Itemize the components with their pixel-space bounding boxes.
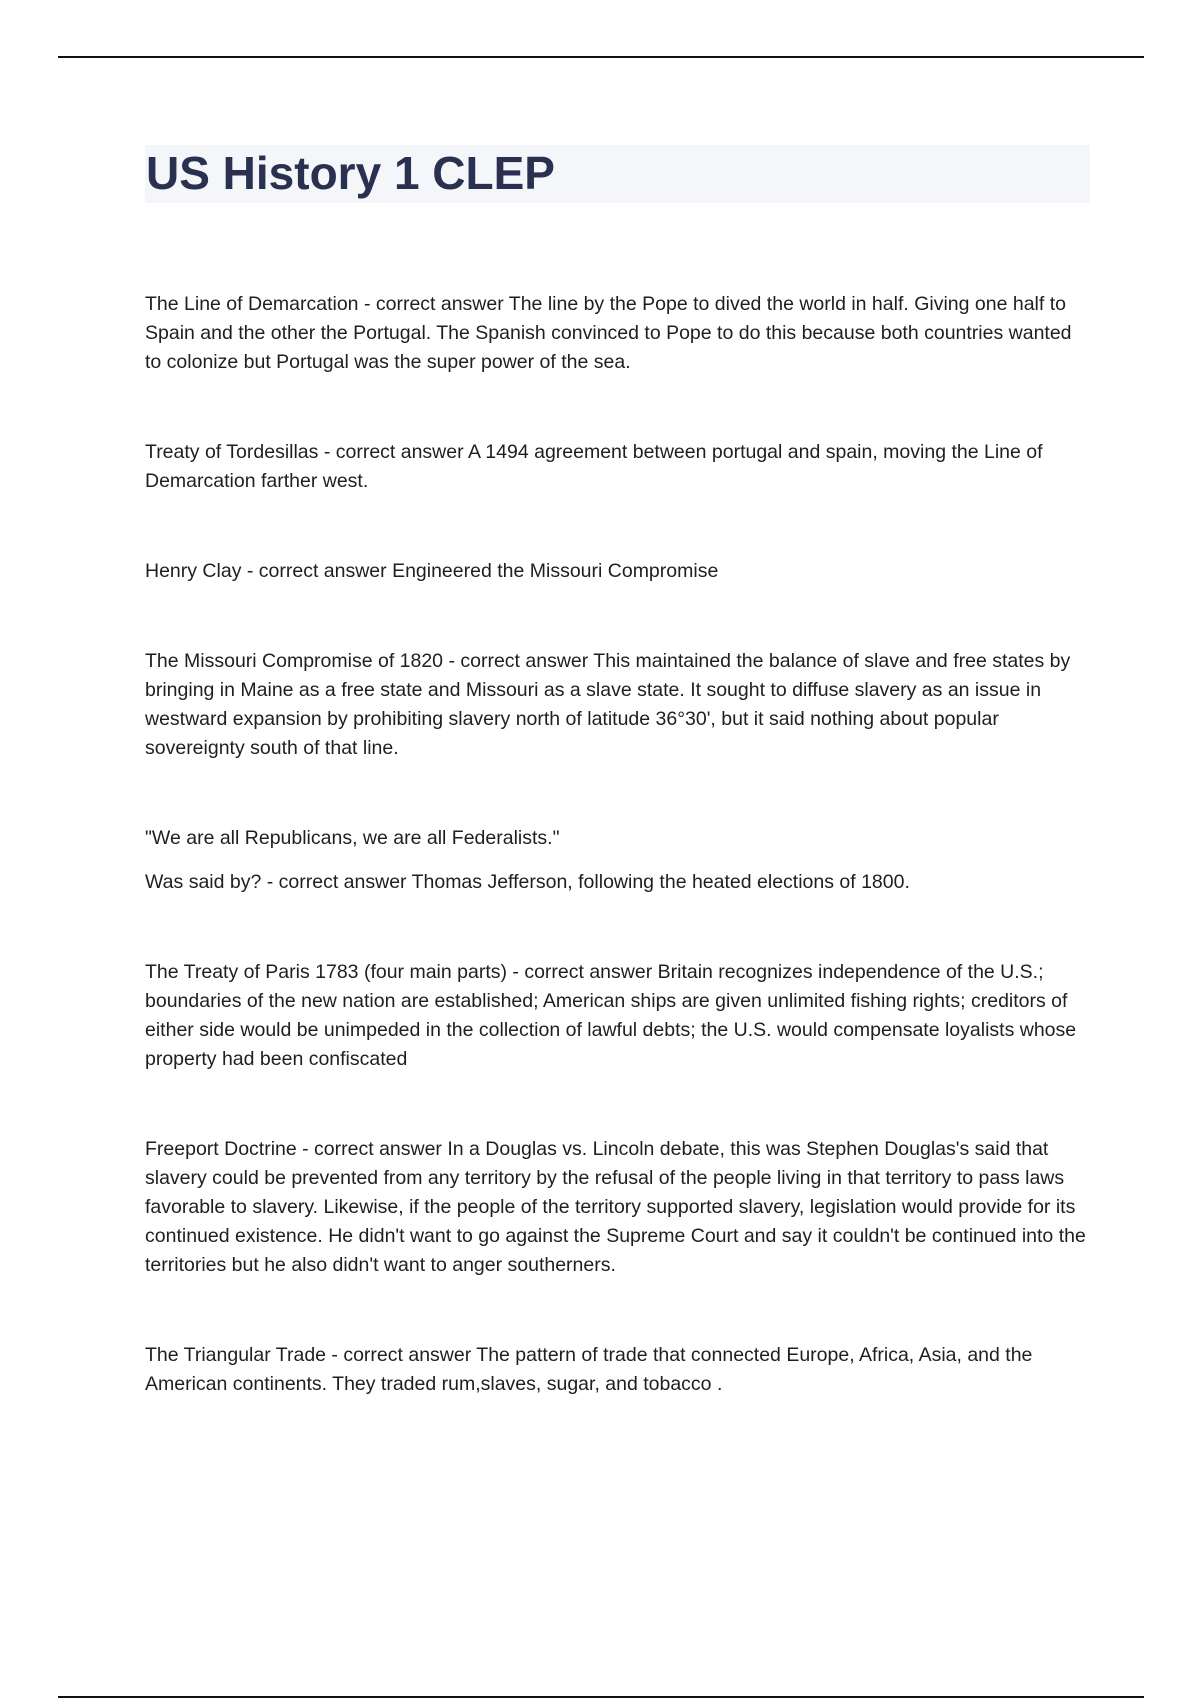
bottom-rule <box>58 1696 1144 1698</box>
entry-henry-clay: Henry Clay - correct answer Engineered the Missouri Compromise <box>145 560 719 582</box>
entry-freeport-doctrine: Freeport Doctrine - correct answer In a Douglas vs. Lincoln debate, this was Stephen Douglas's said that slavery could be prevented from any territory by the refusal of the people living in that territory to pass laws favorable to slavery. Likewise, if the people of the territory supported slavery, legislation would provide for its continued existence. He didn't want to go against the Supreme Court and say it couldn't be continued into the territories but he also didn't want to anger southerners. <box>145 1138 1086 1276</box>
entry-triangular-trade: The Triangular Trade - correct answer The pattern of trade that connected Europe, Africa, Asia, and the American continents. They traded rum,slaves, sugar, and tobacco . <box>145 1344 1033 1395</box>
entry-treaty-of-tordesillas: Treaty of Tordesillas - correct answer A 1494 agreement between portugal and spain, moving the Line of Demarcation farther west. <box>145 441 1043 492</box>
top-rule <box>58 56 1144 58</box>
entry-missouri-compromise: The Missouri Compromise of 1820 - correct answer This maintained the balance of slave and free states by bringing in Maine as a free state and Missouri as a slave state. It sought to diffuse slavery as an issue in westward expansion by prohibiting slavery north of latitude 36°30', but it said nothing about popular sovereignty south of that line. <box>145 650 1071 759</box>
document-title: US History 1 CLEP <box>146 147 555 199</box>
entry-quote-line: "We are all Republicans, we are all Federalists." <box>145 827 560 849</box>
entry-line-of-demarcation: The Line of Demarcation - correct answer The line by the Pope to dived the world in half. Giving one half to Spain and the other the Portugal. The Spanish convinced to Pope to do this because both countries wanted to colonize but Portugal was the super power of the sea. <box>145 293 1072 373</box>
entry-republicans-federalists <box>145 824 1090 897</box>
flashcard-list <box>145 290 1090 1399</box>
entry-answer-line: Was said by? - correct answer Thomas Jefferson, following the heated elections of 1800. <box>145 871 910 893</box>
entry-treaty-of-paris: The Treaty of Paris 1783 (four main parts) - correct answer Britain recognizes independence of the U.S.; boundaries of the new nation are established; American ships are given unlimited fishing rights; creditors of either side would be unimpeded in the collection of lawful debts; the U.S. would compensate loyalists whose property had been confiscated <box>145 961 1077 1070</box>
